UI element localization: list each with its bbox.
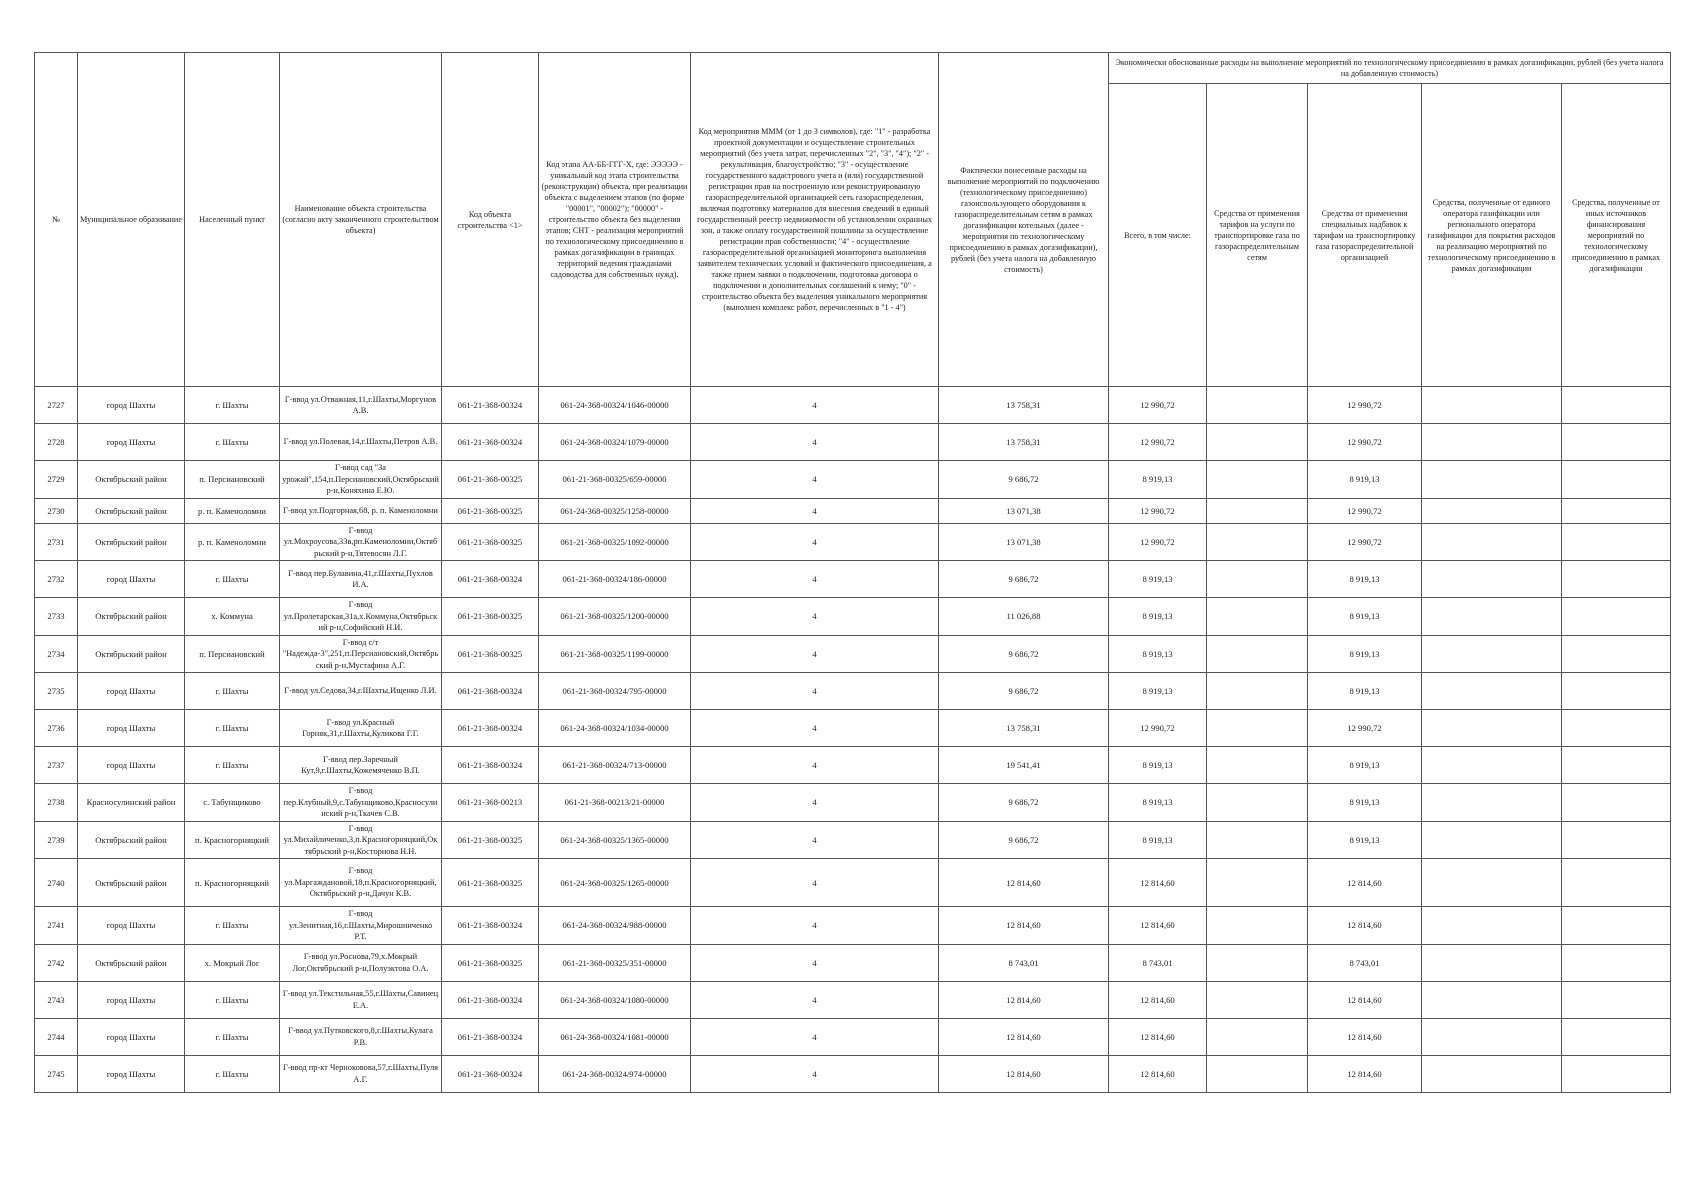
row-municipality: город Шахты [78,424,185,461]
row-stage-code: 061-21-368-00324/713-00000 [539,747,691,784]
row-total: 12 814,60 [1109,1055,1207,1092]
table-row [35,598,1671,636]
row-total: 12 814,60 [1109,859,1207,907]
row-number: 2740 [35,859,78,907]
row-event-code: 4 [691,859,939,907]
row-total: 8 919,13 [1109,461,1207,499]
row-single-operator [1422,747,1562,784]
row-other-sources [1562,598,1671,636]
table-row [35,821,1671,859]
row-municipality: Октябрьский район [78,859,185,907]
row-tariff-transport [1207,710,1308,747]
row-other-sources [1562,859,1671,907]
row-municipality: город Шахты [78,907,185,945]
row-other-sources [1562,821,1671,859]
row-object-code: 061-21-368-00325 [442,821,539,859]
row-settlement: х. Коммуна [185,598,280,636]
row-number: 2729 [35,461,78,499]
row-object-code: 061-21-368-00325 [442,498,539,523]
row-special-surcharge: 12 990,72 [1308,710,1422,747]
row-total: 8 919,13 [1109,598,1207,636]
row-tariff-transport [1207,598,1308,636]
row-event-code: 4 [691,907,939,945]
row-single-operator [1422,387,1562,424]
row-special-surcharge: 8 743,01 [1308,944,1422,981]
row-special-surcharge: 8 919,13 [1308,561,1422,598]
row-settlement: г. Шахты [185,387,280,424]
row-number: 2727 [35,387,78,424]
row-settlement: р. п. Каменоломни [185,523,280,561]
header-single-operator: Средства, полученные от единого оператора газификации или регионального оператора газификации для покрытия расходов на реализацию мероприятий по технологическому присоединению в рамках догазификации [1422,84,1562,387]
header-settlement: Населенный пункт [185,53,280,387]
table-row [35,387,1671,424]
row-object-code: 061-21-368-00324 [442,673,539,710]
row-municipality: Октябрьский район [78,523,185,561]
table-header [35,53,1671,387]
table-row [35,859,1671,907]
row-tariff-transport [1207,424,1308,461]
row-single-operator [1422,821,1562,859]
row-object-code: 061-21-368-00325 [442,859,539,907]
row-actual-costs: 12 814,60 [939,1055,1109,1092]
row-settlement: г. Шахты [185,710,280,747]
row-event-code: 4 [691,635,939,673]
row-total: 8 919,13 [1109,673,1207,710]
row-actual-costs: 9 686,72 [939,784,1109,822]
row-object-name: Г-ввод ул.Красный Горняк,31,г.Шахты,Куликова Г.Г. [280,710,442,747]
row-number: 2735 [35,673,78,710]
table-row [35,784,1671,822]
row-other-sources [1562,1055,1671,1092]
row-single-operator [1422,981,1562,1018]
row-number: 2728 [35,424,78,461]
row-stage-code: 061-21-368-00325/1200-00000 [539,598,691,636]
table-row [35,561,1671,598]
row-settlement: п. Персиановский [185,461,280,499]
row-object-name: Г-ввод ул.Полевая,14,г.Шахты,Петров А.В. [280,424,442,461]
row-event-code: 4 [691,784,939,822]
row-tariff-transport [1207,498,1308,523]
row-special-surcharge: 8 919,13 [1308,598,1422,636]
row-event-code: 4 [691,1055,939,1092]
row-object-name: Г-ввод ул.Маргаждановой,18,п.Красногорняцкий,Октябрьский р-н,Дачун К.В. [280,859,442,907]
row-single-operator [1422,561,1562,598]
table-row [35,424,1671,461]
row-tariff-transport [1207,747,1308,784]
row-other-sources [1562,710,1671,747]
row-single-operator [1422,424,1562,461]
row-object-name: Г-ввод ул.Путковского,8,г.Шахты,Кулага Р.В. [280,1018,442,1055]
row-tariff-transport [1207,1018,1308,1055]
row-object-name: Г-ввод с/т "Надежда-3",251,п.Персиановский,Октябрьский р-н,Мустафина А.Г. [280,635,442,673]
header-total: Всего, в том числе: [1109,84,1207,387]
row-tariff-transport [1207,561,1308,598]
row-tariff-transport [1207,523,1308,561]
row-event-code: 4 [691,424,939,461]
row-event-code: 4 [691,387,939,424]
row-municipality: город Шахты [78,673,185,710]
row-special-surcharge: 8 919,13 [1308,747,1422,784]
row-event-code: 4 [691,1018,939,1055]
row-special-surcharge: 12 990,72 [1308,523,1422,561]
row-object-name: Г-ввод ул.Зенитная,16,г.Шахты,Мирошниченко Р.Т. [280,907,442,945]
row-actual-costs: 8 743,01 [939,944,1109,981]
row-municipality: Октябрьский район [78,461,185,499]
row-number: 2731 [35,523,78,561]
row-other-sources [1562,944,1671,981]
row-total: 12 990,72 [1109,424,1207,461]
row-stage-code: 061-21-368-00325/659-00000 [539,461,691,499]
row-special-surcharge: 12 990,72 [1308,424,1422,461]
row-other-sources [1562,635,1671,673]
row-actual-costs: 19 541,41 [939,747,1109,784]
document-sheet [34,52,1670,1093]
row-object-name: Г-ввод ул.Мохроусова,33в,рп.Каменоломни,Октябрьский р-н,Тятевосян Л.Г. [280,523,442,561]
row-total: 8 919,13 [1109,784,1207,822]
row-settlement: г. Шахты [185,424,280,461]
row-actual-costs: 9 686,72 [939,673,1109,710]
row-special-surcharge: 8 919,13 [1308,635,1422,673]
row-settlement: г. Шахты [185,1018,280,1055]
row-settlement: г. Шахты [185,561,280,598]
row-municipality: город Шахты [78,1018,185,1055]
row-single-operator [1422,907,1562,945]
row-municipality: Октябрьский район [78,944,185,981]
row-other-sources [1562,747,1671,784]
row-special-surcharge: 12 814,60 [1308,1055,1422,1092]
row-tariff-transport [1207,1055,1308,1092]
row-number: 2743 [35,981,78,1018]
row-tariff-transport [1207,673,1308,710]
row-actual-costs: 13 758,31 [939,710,1109,747]
row-other-sources [1562,784,1671,822]
row-object-name: Г-ввод ул.Седова,34,г.Шахты,Ищенко Л.И. [280,673,442,710]
row-event-code: 4 [691,523,939,561]
row-event-code: 4 [691,561,939,598]
row-single-operator [1422,859,1562,907]
row-settlement: п. Красногорняцкий [185,859,280,907]
row-other-sources [1562,387,1671,424]
row-object-code: 061-21-368-00325 [442,523,539,561]
row-number: 2732 [35,561,78,598]
row-special-surcharge: 8 919,13 [1308,821,1422,859]
row-stage-code: 061-24-368-00325/1265-00000 [539,859,691,907]
row-actual-costs: 12 814,60 [939,1018,1109,1055]
row-actual-costs: 13 071,38 [939,498,1109,523]
row-special-surcharge: 12 990,72 [1308,387,1422,424]
row-tariff-transport [1207,859,1308,907]
row-single-operator [1422,710,1562,747]
row-municipality: город Шахты [78,710,185,747]
row-municipality: город Шахты [78,747,185,784]
row-actual-costs: 9 686,72 [939,635,1109,673]
row-actual-costs: 9 686,72 [939,461,1109,499]
table-row [35,498,1671,523]
row-municipality: Октябрьский район [78,498,185,523]
row-total: 12 990,72 [1109,710,1207,747]
row-special-surcharge: 12 814,60 [1308,1018,1422,1055]
row-municipality: город Шахты [78,561,185,598]
header-tariff-transport: Средства от применения тарифов на услуги по транспортировке газа по газораспределительным сетям [1207,84,1308,387]
row-other-sources [1562,561,1671,598]
row-single-operator [1422,635,1562,673]
row-municipality: город Шахты [78,387,185,424]
row-object-name: Г-ввод ул.Текстильная,55,г.Шахты,Савинец Е.А. [280,981,442,1018]
header-econ-group: Экономически обоснованные расходы на выполнение мероприятий по технологическому присоединению в рамках догазификации, рублей (без учета налога на добавленную стоимость) [1109,53,1671,84]
row-total: 12 814,60 [1109,1018,1207,1055]
table-row [35,1018,1671,1055]
row-object-code: 061-21-368-00324 [442,561,539,598]
header-special-surcharge: Средства от применения специальных надбавок к тарифам на транспортировку газа газораспределительной организацией [1308,84,1422,387]
row-number: 2739 [35,821,78,859]
row-stage-code: 061-24-368-00325/1365-00000 [539,821,691,859]
row-tariff-transport [1207,461,1308,499]
table-row [35,673,1671,710]
table-row [35,981,1671,1018]
row-single-operator [1422,1055,1562,1092]
row-single-operator [1422,523,1562,561]
row-total: 8 919,13 [1109,561,1207,598]
row-total: 8 919,13 [1109,747,1207,784]
row-tariff-transport [1207,784,1308,822]
row-object-code: 061-21-368-00324 [442,1018,539,1055]
row-object-code: 061-21-368-00324 [442,710,539,747]
table-row [35,523,1671,561]
row-settlement: х. Мокрый Лог [185,944,280,981]
row-event-code: 4 [691,944,939,981]
row-event-code: 4 [691,673,939,710]
row-stage-code: 061-24-368-00324/988-00000 [539,907,691,945]
row-object-code: 061-21-368-00324 [442,981,539,1018]
row-object-name: Г-ввод ул.Пролетарская,31а,х.Коммуна,Октябрьский р-н,Софийский Н.И. [280,598,442,636]
row-settlement: г. Шахты [185,747,280,784]
row-tariff-transport [1207,981,1308,1018]
row-settlement: г. Шахты [185,1055,280,1092]
row-object-name: Г-ввод ул.Отважная,11,г.Шахты,Моргунов А.В. [280,387,442,424]
header-actual-costs: Фактически понесенные расходы на выполнение мероприятий по подключению (технологическому присоединению) газоиспользующего оборудования к газораспределительным сетям в рамках догазификации котельных (далее - мероприятия по технологическому присоединению в рамках догазификации), рублей (без учета налога на добавленную стоимость) [939,53,1109,387]
row-total: 12 814,60 [1109,907,1207,945]
table-row [35,635,1671,673]
table-row [35,747,1671,784]
row-object-name: Г-ввод пер.Клубный,9,с.Табунщиково,Красносулинский р-н,Ткачев С.В. [280,784,442,822]
row-actual-costs: 13 758,31 [939,424,1109,461]
row-total: 12 990,72 [1109,498,1207,523]
cost-table [34,52,1671,1093]
row-number: 2738 [35,784,78,822]
row-actual-costs: 13 758,31 [939,387,1109,424]
row-stage-code: 061-24-368-00324/1046-00000 [539,387,691,424]
row-number: 2742 [35,944,78,981]
row-actual-costs: 9 686,72 [939,821,1109,859]
row-single-operator [1422,598,1562,636]
row-event-code: 4 [691,461,939,499]
table-row [35,907,1671,945]
row-single-operator [1422,498,1562,523]
row-settlement: г. Шахты [185,673,280,710]
table-body [35,387,1671,1093]
row-stage-code: 061-21-368-00325/1092-00000 [539,523,691,561]
row-tariff-transport [1207,821,1308,859]
row-object-name: Г-ввод пр-кт Черноковова,57,г.Шахты,Пуля А.Г. [280,1055,442,1092]
row-event-code: 4 [691,821,939,859]
row-special-surcharge: 8 919,13 [1308,673,1422,710]
row-actual-costs: 9 686,72 [939,561,1109,598]
row-object-code: 061-21-368-00324 [442,424,539,461]
row-settlement: с. Табунщиково [185,784,280,822]
row-single-operator [1422,784,1562,822]
row-municipality: Октябрьский район [78,635,185,673]
row-number: 2745 [35,1055,78,1092]
row-stage-code: 061-21-368-00324/186-00000 [539,561,691,598]
row-special-surcharge: 12 990,72 [1308,498,1422,523]
row-special-surcharge: 12 814,60 [1308,981,1422,1018]
row-stage-code: 061-21-368-00324/795-00000 [539,673,691,710]
row-settlement: п. Красногорняцкий [185,821,280,859]
row-tariff-transport [1207,387,1308,424]
row-stage-code: 061-24-368-00324/974-00000 [539,1055,691,1092]
row-actual-costs: 12 814,60 [939,907,1109,945]
header-object-code: Код объекта строительства <1> [442,53,539,387]
row-stage-code: 061-24-368-00324/1081-00000 [539,1018,691,1055]
header-stage-code: Код этапа АА-ББ-ГГГ-Х, где: ЭЭЭЭЭ - уникальный код этапа строительства (реконструкции) объекта, при реализации объекта с выделением этапов (по форме "00001", "00002"); "00000" - строительство объекта без выделения этапов; СНТ - реализация мероприятий по технологическому присоединению в рамках догазификации в границах территорий ведения гражданами садоводства для собственных нужд). [539,53,691,387]
row-object-name: Г-ввод сад "За урожай",154,п.Персиановский,Октябрьский р-н,Коняхина Е.Ю. [280,461,442,499]
row-number: 2736 [35,710,78,747]
row-tariff-transport [1207,907,1308,945]
row-single-operator [1422,461,1562,499]
row-municipality: город Шахты [78,981,185,1018]
row-special-surcharge: 8 919,13 [1308,784,1422,822]
row-event-code: 4 [691,598,939,636]
row-other-sources [1562,981,1671,1018]
row-event-code: 4 [691,710,939,747]
row-number: 2741 [35,907,78,945]
row-total: 12 990,72 [1109,387,1207,424]
row-number: 2734 [35,635,78,673]
header-other-sources: Средства, полученные от иных источников финансирования мероприятий по технологическому присоединению в рамках догазификации [1562,84,1671,387]
row-object-code: 061-21-368-00324 [442,907,539,945]
row-number: 2744 [35,1018,78,1055]
row-stage-code: 061-21-368-00325/351-00000 [539,944,691,981]
row-actual-costs: 12 814,60 [939,981,1109,1018]
row-number: 2733 [35,598,78,636]
row-total: 8 743,01 [1109,944,1207,981]
row-actual-costs: 12 814,60 [939,859,1109,907]
row-other-sources [1562,1018,1671,1055]
row-stage-code: 061-21-368-00325/1199-00000 [539,635,691,673]
row-other-sources [1562,907,1671,945]
row-object-name: Г-ввод ул.Подгорная,68, р. п. Каменоломни [280,498,442,523]
row-stage-code: 061-24-368-00324/1079-00000 [539,424,691,461]
row-object-name: Г-ввод ул.Роснова,79,х.Мокрый Лог,Октябрьский р-н,Полуэктова О.А. [280,944,442,981]
row-object-name: Г-ввод пер.Булавина,41,г.Шахты,Пухлов И.А. [280,561,442,598]
row-object-code: 061-21-368-00324 [442,747,539,784]
table-row [35,710,1671,747]
row-object-code: 061-21-368-00325 [442,944,539,981]
row-other-sources [1562,424,1671,461]
row-other-sources [1562,461,1671,499]
header-event-code: Код мероприятия МММ (от 1 до 3 символов), где: "1" - разработка проектной документации и осуществление строительных мероприятий (без учета затрат, перечисленных "2", "3", "4"); "2" - рекультивация, благоустройство; "3" - осуществление государственного кадастрового учета и (или) государственной регистрации прав на построенную или реконструированную газораспределительной организацией сеть газораспределения, включая подготовку материалов для внесения сведений в единый государственный реестр недвижимости об установлении охранных зон, а также оплату государственной пошлины за осуществление регистрации прав собственности; "4" - осуществление газораспределительной организацией мониторинга выполнения заявителем технических условий и фактического присоединения, а также прием заявки о подключении, подготовка договора о подключении и дополнительных соглашений к нему; "0" - строительство объекта без выделения уникального мероприятия (выполнен комплекс работ, перечисленных в "1 - 4") [691,53,939,387]
row-stage-code: 061-24-368-00324/1034-00000 [539,710,691,747]
row-object-code: 061-21-368-00324 [442,387,539,424]
row-settlement: п. Персиановский [185,635,280,673]
header-object-name: Наименование объекта строительства (согласно акту законченного строительством объекта) [280,53,442,387]
row-municipality: Октябрьский район [78,598,185,636]
row-municipality: Красносулинский район [78,784,185,822]
row-settlement: г. Шахты [185,981,280,1018]
row-tariff-transport [1207,635,1308,673]
row-tariff-transport [1207,944,1308,981]
table-row [35,944,1671,981]
row-object-code: 061-21-368-00213 [442,784,539,822]
row-number: 2730 [35,498,78,523]
row-special-surcharge: 8 919,13 [1308,461,1422,499]
row-object-code: 061-21-368-00325 [442,635,539,673]
row-single-operator [1422,944,1562,981]
row-total: 8 919,13 [1109,635,1207,673]
row-single-operator [1422,673,1562,710]
row-event-code: 4 [691,498,939,523]
row-number: 2737 [35,747,78,784]
table-row [35,461,1671,499]
row-municipality: город Шахты [78,1055,185,1092]
row-actual-costs: 11 026,88 [939,598,1109,636]
row-other-sources [1562,673,1671,710]
row-stage-code: 061-24-368-00325/1258-00000 [539,498,691,523]
row-special-surcharge: 12 814,60 [1308,859,1422,907]
row-stage-code: 061-21-368-00213/21-00000 [539,784,691,822]
row-object-code: 061-21-368-00324 [442,1055,539,1092]
header-num: № [35,53,78,387]
row-single-operator [1422,1018,1562,1055]
row-total: 12 814,60 [1109,981,1207,1018]
row-total: 8 919,13 [1109,821,1207,859]
row-object-code: 061-21-368-00325 [442,461,539,499]
row-object-name: Г-ввод пер.Заречный Кут,9,г.Шахты,Кожемяченко В.П. [280,747,442,784]
row-event-code: 4 [691,981,939,1018]
row-special-surcharge: 12 814,60 [1308,907,1422,945]
row-other-sources [1562,523,1671,561]
row-object-code: 061-21-368-00325 [442,598,539,636]
row-settlement: г. Шахты [185,907,280,945]
row-municipality: Октябрьский район [78,821,185,859]
row-settlement: р. п. Каменоломни [185,498,280,523]
row-total: 12 990,72 [1109,523,1207,561]
header-municipality: Муниципальное образование [78,53,185,387]
row-object-name: Г-ввод ул.Михайличенко,3,п.Красногорняцкий,Октябрьский р-н,Косторнова Н.Н. [280,821,442,859]
row-actual-costs: 13 071,38 [939,523,1109,561]
table-row [35,1055,1671,1092]
row-event-code: 4 [691,747,939,784]
row-other-sources [1562,498,1671,523]
row-stage-code: 061-24-368-00324/1080-00000 [539,981,691,1018]
